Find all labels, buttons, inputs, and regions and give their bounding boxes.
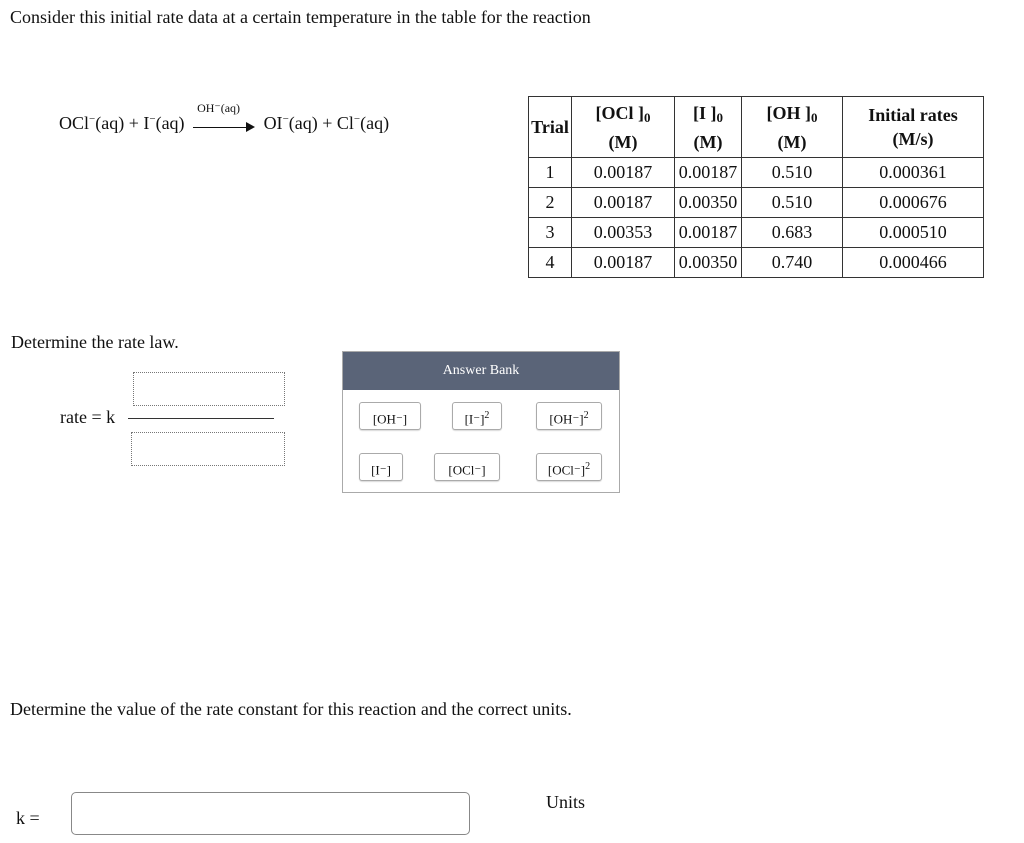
table-row: [529, 218, 984, 248]
cell-rate: 0.000676: [843, 188, 984, 218]
reaction-equation: [59, 100, 390, 135]
charge-oi: −: [282, 113, 289, 125]
cell-trial: 1: [529, 158, 572, 188]
answer-bank-title: Answer Bank: [343, 352, 619, 390]
cell-i: 0.00350: [675, 188, 742, 218]
chip-oh-squared[interactable]: $[OH^-]^2$: [536, 402, 602, 430]
fraction-bar: [128, 418, 274, 419]
product-oi: OI: [263, 113, 283, 133]
table-row: [529, 188, 984, 218]
cell-trial: 2: [529, 188, 572, 218]
chip-ocl-squared[interactable]: $[OCl^-]^2$: [536, 453, 602, 481]
cell-i: 0.00187: [675, 158, 742, 188]
table-row: [529, 248, 984, 278]
rate-equals-k-label: rate = k: [60, 407, 116, 427]
cell-ocl: 0.00187: [572, 158, 675, 188]
numerator-drop-zone[interactable]: [133, 372, 285, 406]
cell-oh: 0.510: [742, 188, 843, 218]
cell-trial: 3: [529, 218, 572, 248]
chip-i[interactable]: [I⁻]: [359, 453, 403, 481]
k-value-input[interactable]: [71, 792, 470, 835]
reaction-arrow: [193, 100, 255, 135]
k-label: k =: [16, 808, 40, 828]
cell-oh: 0.683: [742, 218, 843, 248]
units-label: Units: [546, 792, 586, 812]
cell-ocl: 0.00353: [572, 218, 675, 248]
cell-rate: 0.000466: [843, 248, 984, 278]
cell-rate: 0.000510: [843, 218, 984, 248]
reactant-i-state: (aq): [155, 113, 185, 133]
cell-ocl: 0.00187: [572, 248, 675, 278]
arrow-head-icon: [246, 122, 255, 132]
cell-ocl: 0.00187: [572, 188, 675, 218]
cell-oh: 0.740: [742, 248, 843, 278]
product-oi-state: (aq) + Cl: [288, 113, 354, 133]
header-ocl: [OCl ]0 (M): [572, 97, 675, 158]
header-rate: Initial rates (M/s): [843, 97, 984, 158]
catalyst-label: OH⁻(aq): [197, 100, 241, 115]
reactant-ocl: OCl: [59, 113, 90, 133]
denominator-drop-zone[interactable]: [131, 432, 285, 466]
header-trial: Trial: [529, 97, 572, 158]
answer-bank: [342, 351, 620, 493]
charge-ocl: −: [89, 113, 96, 125]
cell-oh: 0.510: [742, 158, 843, 188]
chip-i-squared[interactable]: $[I^-]^2$: [452, 402, 502, 430]
rate-data-table: [528, 96, 984, 278]
table-row: [529, 158, 984, 188]
reactant-ocl-state: (aq) + I: [95, 113, 150, 133]
header-i: [I ]0 (M): [675, 97, 742, 158]
charge-cl: −: [353, 113, 361, 125]
header-oh: [OH ]0 (M): [742, 97, 843, 158]
product-cl-state: (aq): [360, 113, 390, 133]
intro-text: Consider this initial rate data at a certain temperature in the table for the reaction: [10, 7, 591, 27]
cell-i: 0.00350: [675, 248, 742, 278]
chip-ocl[interactable]: [OCl⁻]: [434, 453, 500, 481]
cell-trial: 4: [529, 248, 572, 278]
rate-constant-prompt: Determine the value of the rate constant for this reaction and the correct units.: [10, 699, 572, 719]
arrow-line: [193, 127, 247, 128]
rate-law-prompt: Determine the rate law.: [11, 332, 179, 352]
charge-i: −: [149, 113, 156, 125]
cell-rate: 0.000361: [843, 158, 984, 188]
chip-oh[interactable]: [OH⁻]: [359, 402, 421, 430]
table-header-row: [529, 97, 984, 158]
cell-i: 0.00187: [675, 218, 742, 248]
